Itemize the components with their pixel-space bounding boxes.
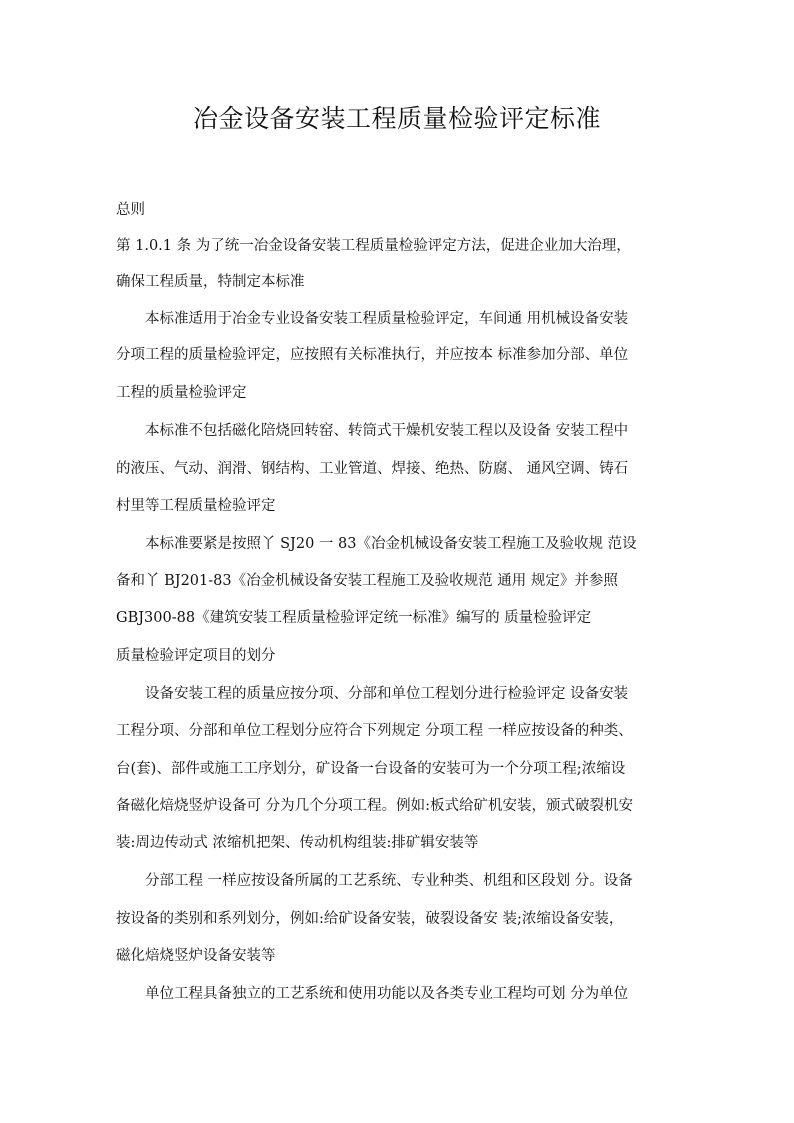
text-line: 磁化焙烧竖炉设备安装等 — [116, 948, 276, 964]
section-heading-general: 总则 — [116, 202, 145, 218]
text-line: 本标准适用于冶金专业设备安装工程质量检验评定，车间通 用机械设备安装 — [145, 311, 629, 327]
text-line: 工程的质量检验评定 — [116, 385, 247, 401]
text-line: 分部工程 一样应按设备所属的工艺系统、专业种类、机组和区段划 分。设备 — [145, 873, 633, 889]
text-line: 设备安装工程的质量应按分项、分部和单位工程划分进行检验评定 设备安装 — [145, 686, 629, 702]
document-title: 冶金设备安装工程质量检验评定标准 — [192, 104, 601, 133]
text-line: 村里等工程质量检验评定 — [116, 498, 276, 514]
text-line: GBJ300-88《建筑安装工程质量检验评定统一标准》编写的 质量检验评定 — [116, 610, 592, 626]
text-line: 本标准要紧是按照丫 SJ20 一 83《冶金机械设备安装工程施工及验收规 范设 — [145, 536, 637, 552]
section-heading-division: 质量检验评定项目的划分 — [116, 648, 276, 664]
text-line: 分项工程的质量检验评定，应按照有关标准执行，并应按本 标准参加分部、单位 — [116, 347, 629, 363]
text-line: 备和丫 BJ201-83《冶金机械设备安装工程施工及验收规范 通用 规定》并参照 — [116, 573, 618, 589]
text-line: 备磁化焙烧竖炉设备可 分为几个分项工程。例如:板式给矿机安装，颁式破裂机安 — [116, 798, 633, 814]
text-line: 工程分项、分部和单位工程划分应符合下列规定 分项工程 一样应按设备的种类、 — [116, 723, 633, 739]
text-line: 本标准不包括磁化陪烧回转窑、转筒式干燥机安装工程以及设备 安装工程中 — [145, 423, 629, 439]
text-line: 装:周边传动式 浓缩机把架、传动机构组装:排矿辑安装等 — [116, 835, 479, 851]
text-line: 确保工程质量，特制定本标准 — [116, 274, 305, 290]
text-line: 单位工程具备独立的工艺系统和使用功能以及各类专业工程均可划 分为单位 — [145, 986, 629, 1002]
text-line: 按设备的类别和系列划分，例如:给矿设备安装，破裂设备安 装;浓缩设备安装， — [116, 911, 624, 927]
text-line: 的液压、气动、润滑、钢结构、工业管道、焊接、绝热、防腐、 通风空调、铸石 — [116, 461, 629, 477]
text-line: 第 1.0.1 条 为了统一冶金设备安装工程质量检验评定方法，促进企业加大治理， — [116, 238, 631, 254]
text-line: 台(套)、部件或施工工序划分，矿设备一台设备的安装可为一个分项工程;浓缩设 — [116, 761, 626, 777]
